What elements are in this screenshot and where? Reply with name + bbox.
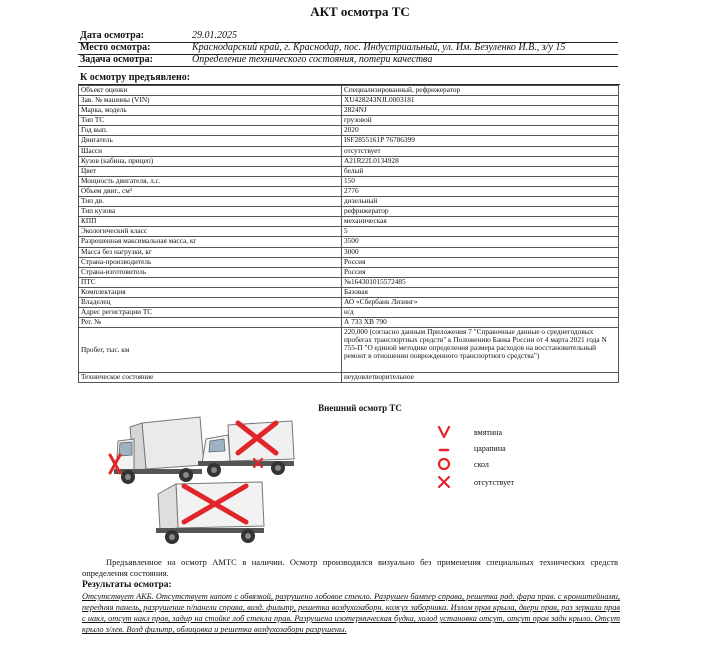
spec-label: Техническое состояние — [79, 373, 342, 383]
spec-label: Объем двиг., см³ — [79, 186, 342, 196]
spec-value: АО «Сбербанк Лизинг» — [342, 297, 619, 307]
results-text: Отсутствует АКБ. Отсутствует капот с обвязкой, разрушено лобовое стекло. Разрушен бампер справа, решетка рад. фара прав. с кронштейнами, передняя панель, разрушение п/панели справа, возд. фильтр, решетка воздухозаборн. кожух заборника. Излом прав крыла, двери прав, раз зеркало прав с накл, отсут накл прав, задир на стойке лоб стекла прав. Разрушена изотермическая будка, холод установка отсут, отсут прав задн крыло. Отсут крыло з/лев. Возд фильтр, облицовка и решетка воздухозаборн разрушены. — [82, 592, 620, 635]
exterior-inspection-title: Внешний осмотр ТС — [318, 403, 402, 413]
v-mark-icon — [436, 424, 452, 440]
table-row — [79, 207, 619, 217]
spec-value: XU428243NJL0003181 — [342, 96, 619, 106]
spec-value: Россия — [342, 257, 619, 267]
meta-row-task — [78, 54, 618, 67]
spec-label: Масса без нагрузки, кг — [79, 247, 342, 257]
x-mark-icon — [436, 474, 452, 490]
table-row — [79, 217, 619, 227]
truck-rear-view — [150, 478, 270, 546]
spec-section-title: К осмотру предъявлено: — [78, 72, 620, 85]
vehicle-spec-table — [78, 85, 619, 383]
document-title: АКТ осмотра ТС — [310, 4, 410, 19]
spec-value: неудовлетворительное — [342, 373, 619, 383]
spec-label: Комплектация — [79, 287, 342, 297]
spec-label: Страна-изготовитель — [79, 267, 342, 277]
spec-value: Россия — [342, 267, 619, 277]
table-row — [79, 86, 619, 96]
table-row — [79, 247, 619, 257]
spec-label: Страна-производитель — [79, 257, 342, 267]
spec-label: КПП — [79, 217, 342, 227]
meta-label: Задача осмотра: — [80, 54, 153, 65]
meta-value: Краснодарский край, г. Краснодар, пос. Индустриальный, ул. Им. Безуленко И.В., з/у 15 — [192, 42, 566, 53]
table-row-mileage — [79, 328, 619, 373]
table-row — [79, 197, 619, 207]
spec-label: Тип дв. — [79, 197, 342, 207]
spec-value: 2020 — [342, 126, 619, 136]
spec-label: Экологический класс — [79, 227, 342, 237]
o-mark-icon — [436, 456, 452, 472]
table-row — [79, 136, 619, 146]
table-row — [79, 237, 619, 247]
spec-label: Рег. № — [79, 318, 342, 328]
table-row — [79, 227, 619, 237]
spec-value: Базовая — [342, 287, 619, 297]
table-row — [79, 146, 619, 156]
table-row — [79, 297, 619, 307]
spec-value: №164301015572485 — [342, 277, 619, 287]
spec-value: ISF2855161P 76786399 — [342, 136, 619, 146]
spec-label: Разрешенная максимальная масса, кг — [79, 237, 342, 247]
spec-value: А 733 ХВ 790 — [342, 318, 619, 328]
results-title: Результаты осмотра: — [82, 580, 172, 590]
spec-value: н/д — [342, 308, 619, 318]
spec-label: Мощность двигателя, л.с. — [79, 176, 342, 186]
spec-value: белый — [342, 166, 619, 176]
spec-label: Марка, модель — [79, 106, 342, 116]
table-row — [79, 166, 619, 176]
spec-value: 150 — [342, 176, 619, 186]
spec-label: Кузов (кабина, прицеп) — [79, 156, 342, 166]
legend-label: царапина — [474, 444, 506, 453]
table-row-condition — [79, 373, 619, 383]
meta-label: Место осмотра: — [80, 42, 151, 53]
spec-value: 5 — [342, 227, 619, 237]
spec-label: Двигатель — [79, 136, 342, 146]
table-row — [79, 186, 619, 196]
table-row — [79, 257, 619, 267]
spec-label: Зав. № машины (VIN) — [79, 96, 342, 106]
inspection-statement: Предъявленное на осмотр АМТС в наличии. Осмотр производился визуально без применения специальных технических средств определения состояния. — [82, 557, 618, 578]
spec-value: дизельный — [342, 197, 619, 207]
spec-value: 3500 — [342, 237, 619, 247]
spec-label: Тип ТС — [79, 116, 342, 126]
legend-label: отсутствует — [474, 478, 515, 487]
spec-label: Пробег, тыс. км — [79, 328, 342, 373]
spec-value: механическая — [342, 217, 619, 227]
spec-value: отсутствует — [342, 146, 619, 156]
spec-value: рефрижератор — [342, 207, 619, 217]
spec-value: 220,000 (согласно данным Приложения 7 "Справочные данные о среднегодовых пробегах транспортных средств" к Положению Банка России от 4 марта 2021 года N 755-П "О единой методике определения размера расходов на восстановительный ремонт в отношении поврежденного транспортного средства") — [342, 328, 619, 373]
table-row — [79, 318, 619, 328]
meta-value: Определение технического состояния, потери качества — [192, 54, 433, 65]
legend-label: скол — [474, 460, 489, 469]
truck-right-view — [192, 415, 300, 483]
table-row — [79, 176, 619, 186]
table-row — [79, 116, 619, 126]
table-row — [79, 106, 619, 116]
spec-label: Цвет — [79, 166, 342, 176]
table-row — [79, 287, 619, 297]
spec-value: 3000 — [342, 247, 619, 257]
table-row — [79, 308, 619, 318]
spec-label: Шасси — [79, 146, 342, 156]
table-row — [79, 126, 619, 136]
spec-value: грузовой — [342, 116, 619, 126]
spec-value: A21R22L0134928 — [342, 156, 619, 166]
spec-label: Объект оценки — [79, 86, 342, 96]
meta-value: 29.01.2025 — [192, 30, 237, 41]
spec-label: ПТС — [79, 277, 342, 287]
legend-label: вмятина — [474, 428, 502, 437]
table-row — [79, 96, 619, 106]
spec-label: Владелец — [79, 297, 342, 307]
dash-mark-icon — [436, 440, 452, 456]
table-row — [79, 267, 619, 277]
table-row — [79, 156, 619, 166]
spec-value: Специализированный, рефрижератор — [342, 86, 619, 96]
spec-value: 2776 — [342, 186, 619, 196]
spec-value: 2824NJ — [342, 106, 619, 116]
spec-label: Адрес регистрации ТС — [79, 308, 342, 318]
table-row — [79, 277, 619, 287]
meta-label: Дата осмотра: — [80, 30, 145, 41]
spec-label: Год вып. — [79, 126, 342, 136]
spec-label: Тип кузова — [79, 207, 342, 217]
